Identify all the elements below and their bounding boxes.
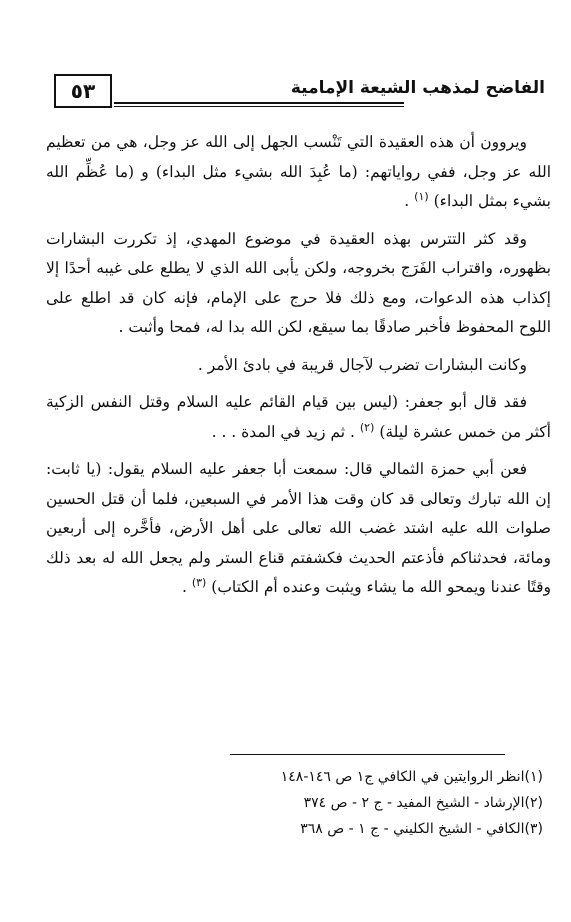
paragraph-end: . xyxy=(181,578,187,596)
paragraph xyxy=(46,351,551,381)
footnote-item: (١)انظر الروايتين في الكافي ج١ ص ١٤٦-١٤٨ xyxy=(280,769,543,785)
paragraph-text: ويروون أن هذه العقيدة التي تَنْسب الجهل إلى الله عز وجل، هي من تعظيم الله عز وجل، ففي رواياتهم: (ما عُبِدَ الله بشيء مثل البداء) و (ما عُظِّم الله بشيء بمثل البداء) xyxy=(46,133,551,210)
paragraph-text: فعن أبي حمزة الثمالي قال: سمعت أبا جعفر عليه السلام يقول: (يا ثابت: إن الله تبارك وتعالى قد كان وقت هذا الأمر في السبعين، فلما أن قتل الحسين صلوات الله عليه اشتد غضب الله تعالى على أهل الأرض، فأخَّره إلى أربعين ومائة، فحدثناكم فأذعتم الحديث فكشفتم قناع الستر ولم يجعل الله له بعد ذلك وقتًا عندنا ويمحو الله ما يشاء ويثبت وعنده أم الكتاب) xyxy=(46,460,551,596)
footnote-item: (٣)الكافي - الشيخ الكليني - ج ١ - ص ٣٦٨ xyxy=(300,821,543,837)
header-rule xyxy=(114,102,404,104)
paragraph-text: فقد قال أبو جعفر: (ليس بين قيام القائم عليه السلام وقتل النفس الزكية أكثر من خمس عشرة ليلة) xyxy=(46,393,551,441)
paragraph-end: . ثم زيد في المدة . . . xyxy=(211,422,355,441)
header-rule-secondary xyxy=(114,106,404,107)
footnotes xyxy=(93,764,543,842)
body-text xyxy=(46,128,551,611)
paragraph xyxy=(46,128,551,217)
page-header xyxy=(40,64,545,110)
paragraph-text: وكانت البشارات تضرب لآجال قريبة في بادئ الأمر . xyxy=(197,355,527,374)
paragraph xyxy=(46,388,551,447)
paragraph xyxy=(46,455,551,603)
page-number-text: ٥٣ xyxy=(70,79,96,103)
footnote-item: (٢)الإرشاد - الشيخ المفيد - ج ٢ - ص ٣٧٤ xyxy=(303,795,543,811)
footnote-ref: (٣) xyxy=(191,575,207,589)
paragraph xyxy=(46,225,551,343)
footnote-ref: (١) xyxy=(414,189,429,203)
paragraph-text: وقد كثر التترس بهذه العقيدة في موضوع المهدي، إذ تكررت البشارات بظهوره، واقتراب الفَرَج بخروجه، ولكن يأبى الله الذي لا يطلع على غيبه أحدًا إلا إكذاب هذه الدعوات، ومع ذلك فلا حرج على الإمام، فإنه كان قد اطلع على اللوح المحفوظ فأخبر صادقًا بما سيقع، لكن الله بدا له، فمحا وأثبت . xyxy=(46,229,551,336)
running-title: الفاضح لمذهب الشيعة الإمامية xyxy=(290,78,545,98)
footnote-separator xyxy=(230,754,505,755)
paragraph-end: . xyxy=(404,192,410,210)
page-number xyxy=(54,74,112,108)
footnote-ref: (٢) xyxy=(359,420,375,434)
